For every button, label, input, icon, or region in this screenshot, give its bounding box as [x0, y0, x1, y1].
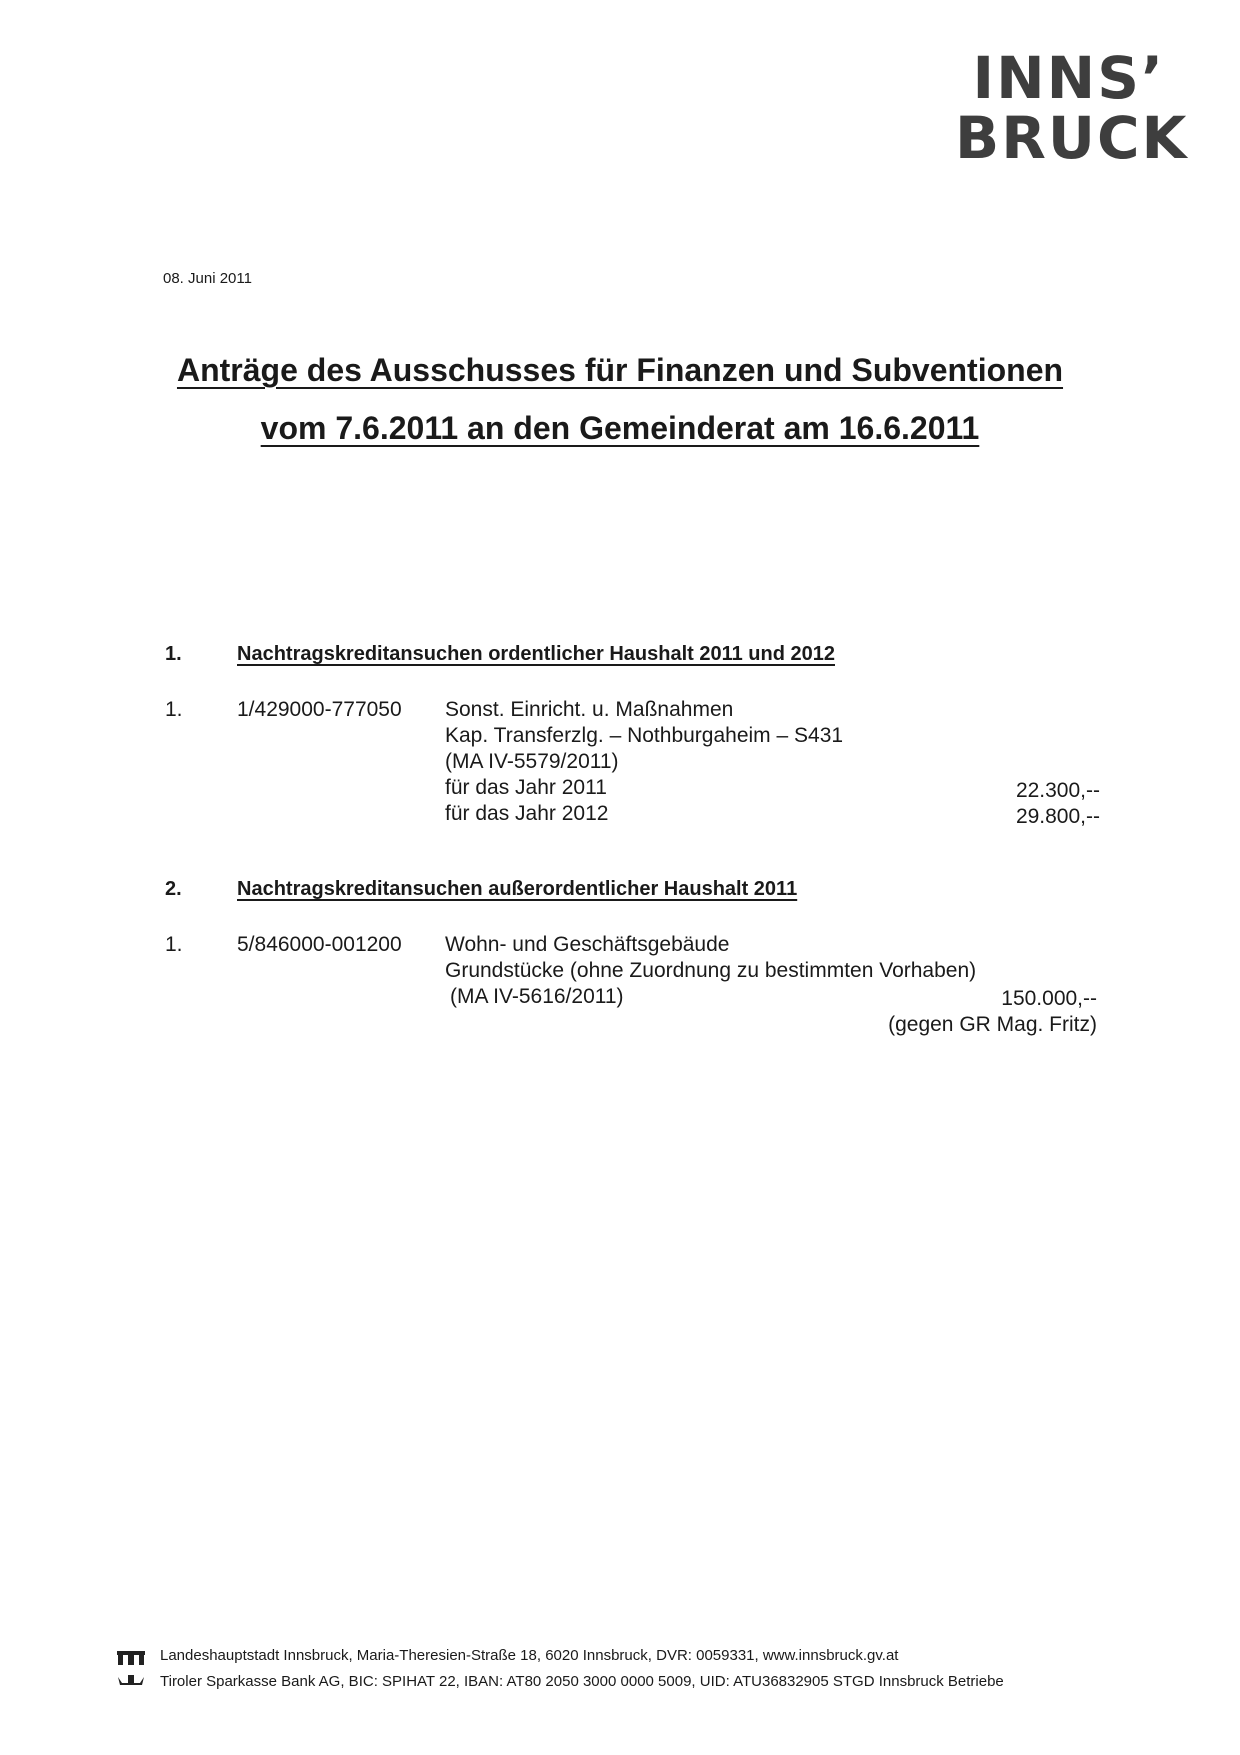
section-2-heading: Nachtragskreditansuchen außerordentlicher Haushalt 2011: [237, 878, 798, 900]
section-1-desc-line: Kap. Transferzlg. – Nothburgaheim – S431: [445, 724, 844, 747]
section-2-desc-line: Grundstücke (ohne Zuordnung zu bestimmten Vorhaben): [445, 959, 977, 982]
document-date: 08. Juni 2011: [163, 270, 252, 287]
logo-line-2: BRUCK: [955, 104, 1189, 172]
section-2-desc-line: (MA IV-5616/2011): [450, 985, 624, 1008]
page-title-line-1: Anträge des Ausschusses für Finanzen und Subventionen: [176, 352, 1064, 388]
footer-bank-details: Tiroler Sparkasse Bank AG, BIC: SPIHAT 22, IBAN: AT80 2050 3000 0000 5009, UID: ATU36832905 STGD Innsbruck Betriebe: [160, 1673, 1004, 1690]
footer-address: Landeshauptstadt Innsbruck, Maria-Theresien-Straße 18, 6020 Innsbruck, DVR: 0059331, www.innsbruck.gv.at: [160, 1647, 899, 1664]
logo-line-1: INNS’: [972, 44, 1165, 112]
innsbruck-crest-icon: [116, 1647, 146, 1697]
section-1-desc-line: für das Jahr 2011: [445, 776, 607, 799]
section-2-note: (gegen GR Mag. Fritz): [888, 1013, 1097, 1036]
section-2-account: 5/846000-001200: [237, 933, 402, 956]
innsbruck-logo: [955, 44, 1189, 172]
section-1-account: 1/429000-777050: [237, 698, 402, 721]
section-1-desc-line: Sonst. Einricht. u. Maßnahmen: [445, 698, 734, 721]
section-2-amount: 150.000,--: [1001, 987, 1097, 1010]
section-1-desc-line: (MA IV-5579/2011): [445, 750, 619, 773]
section-1-number: 1.: [165, 643, 182, 665]
section-2-number: 2.: [165, 878, 182, 900]
page-title-line-2: vom 7.6.2011 an den Gemeinderat am 16.6.2011: [260, 410, 980, 446]
section-2-item-number: 1.: [165, 933, 183, 956]
section-1-amount-2012: 29.800,--: [1015, 805, 1100, 828]
section-1-item-number: 1.: [165, 698, 183, 721]
section-2-desc-line: Wohn- und Geschäftsgebäude: [445, 933, 730, 956]
section-1-amount-2011: 22.300,--: [1015, 779, 1100, 802]
section-1-heading: Nachtragskreditansuchen ordentlicher Haushalt 2011 und 2012: [237, 643, 835, 665]
section-1-desc-line: für das Jahr 2012: [445, 802, 609, 825]
